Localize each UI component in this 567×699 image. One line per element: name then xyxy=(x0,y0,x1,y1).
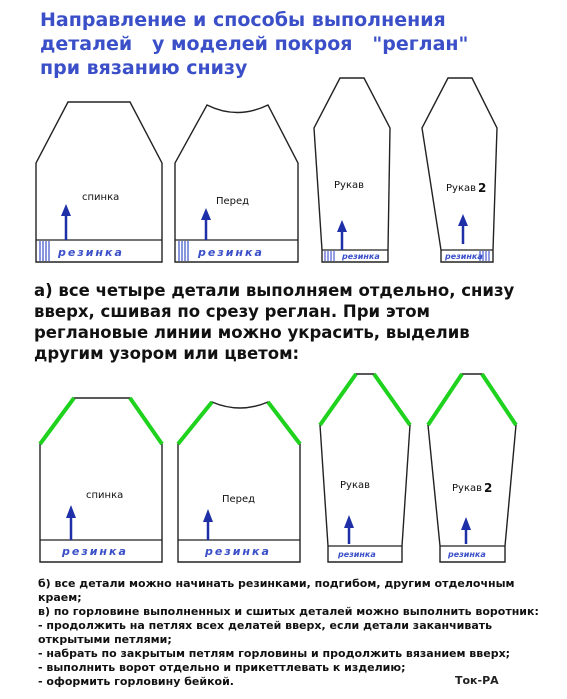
paragraph-b-line-6: - выполнить ворот отдельно и прикеттлевать к изделию; xyxy=(38,661,406,674)
title-line-1: Направление и способы выполнения xyxy=(40,9,446,31)
top-sleeve2-label: Рукав xyxy=(446,183,477,194)
paragraph-b-line-1: б) все детали можно начинать резинками, подгибом, другим отделочным краем; xyxy=(38,577,515,604)
bottom-front-label: Перед xyxy=(222,494,256,505)
bottom-sleeve2-number: 2 xyxy=(484,481,493,495)
author-credit: Ток-РА xyxy=(455,674,499,687)
top-back-label: спинка xyxy=(82,192,120,203)
bottom-back-piece xyxy=(40,398,162,562)
top-back-outline xyxy=(36,102,162,262)
title-line-2: деталей у моделей покроя "реглан" xyxy=(40,33,469,55)
top-front-ribbing-label: резинка xyxy=(198,246,264,259)
top-sleeve-piece xyxy=(314,78,390,262)
bottom-sleeve2-label: Рукав xyxy=(452,483,483,494)
paragraph-b-line-5: - набрать по закрытым петлям горловины и продолжить вязанием вверх; xyxy=(38,647,511,660)
top-back-ribbing-label: резинка xyxy=(58,246,124,259)
top-sleeve-label: Рукав xyxy=(334,180,365,191)
bottom-sleeve-ribbing-label: резинка xyxy=(338,550,376,559)
bottom-back-label: спинка xyxy=(86,490,124,501)
bottom-sleeve2-ribbing-label: резинка xyxy=(448,550,486,559)
top-back-piece xyxy=(36,102,162,262)
top-sleeve2-piece xyxy=(422,78,497,262)
bottom-sleeve2-piece xyxy=(428,374,516,562)
bottom-sleeve-label: Рукав xyxy=(340,480,371,491)
top-sleeve2-number: 2 xyxy=(478,181,487,195)
top-sleeve-outline xyxy=(314,78,390,262)
top-front-piece xyxy=(175,105,298,262)
bottom-front-outline xyxy=(178,402,300,562)
bottom-front-piece xyxy=(178,402,300,562)
bottom-back-ribbing-label: резинка xyxy=(62,545,128,558)
bottom-front-ribbing-label: резинка xyxy=(205,545,271,558)
top-sleeve-ribbing-label: резинка xyxy=(342,252,380,261)
top-front-label: Перед xyxy=(216,196,250,207)
paragraph-b-line-3: - продолжить на петлях всех делатей вверх, если детали заканчивать xyxy=(38,619,493,632)
bottom-sleeve-outline xyxy=(320,374,410,562)
paragraph-b-line-2: в) по горловине выполненных и сшитых деталей можно выполнить воротник: xyxy=(38,605,539,618)
paragraph-a: а) все четыре детали выполняем отдельно, снизу вверх, сшивая по срезу реглан. При этом реглановые линии можно украсить, выделив другим узором или цветом: xyxy=(34,281,515,363)
top-sleeve2-ribbing-label: резинка xyxy=(445,252,483,261)
top-front-outline xyxy=(175,105,298,262)
paragraph-b-line-4: открытыми петлями; xyxy=(38,633,172,646)
paragraph-b-line-7: - оформить горловину бейкой. xyxy=(38,675,234,688)
title-line-3: при вязанию снизу xyxy=(40,57,248,79)
bottom-sleeve-piece xyxy=(320,374,410,562)
top-sleeve2-outline xyxy=(422,78,497,262)
paragraph-b xyxy=(38,577,558,689)
